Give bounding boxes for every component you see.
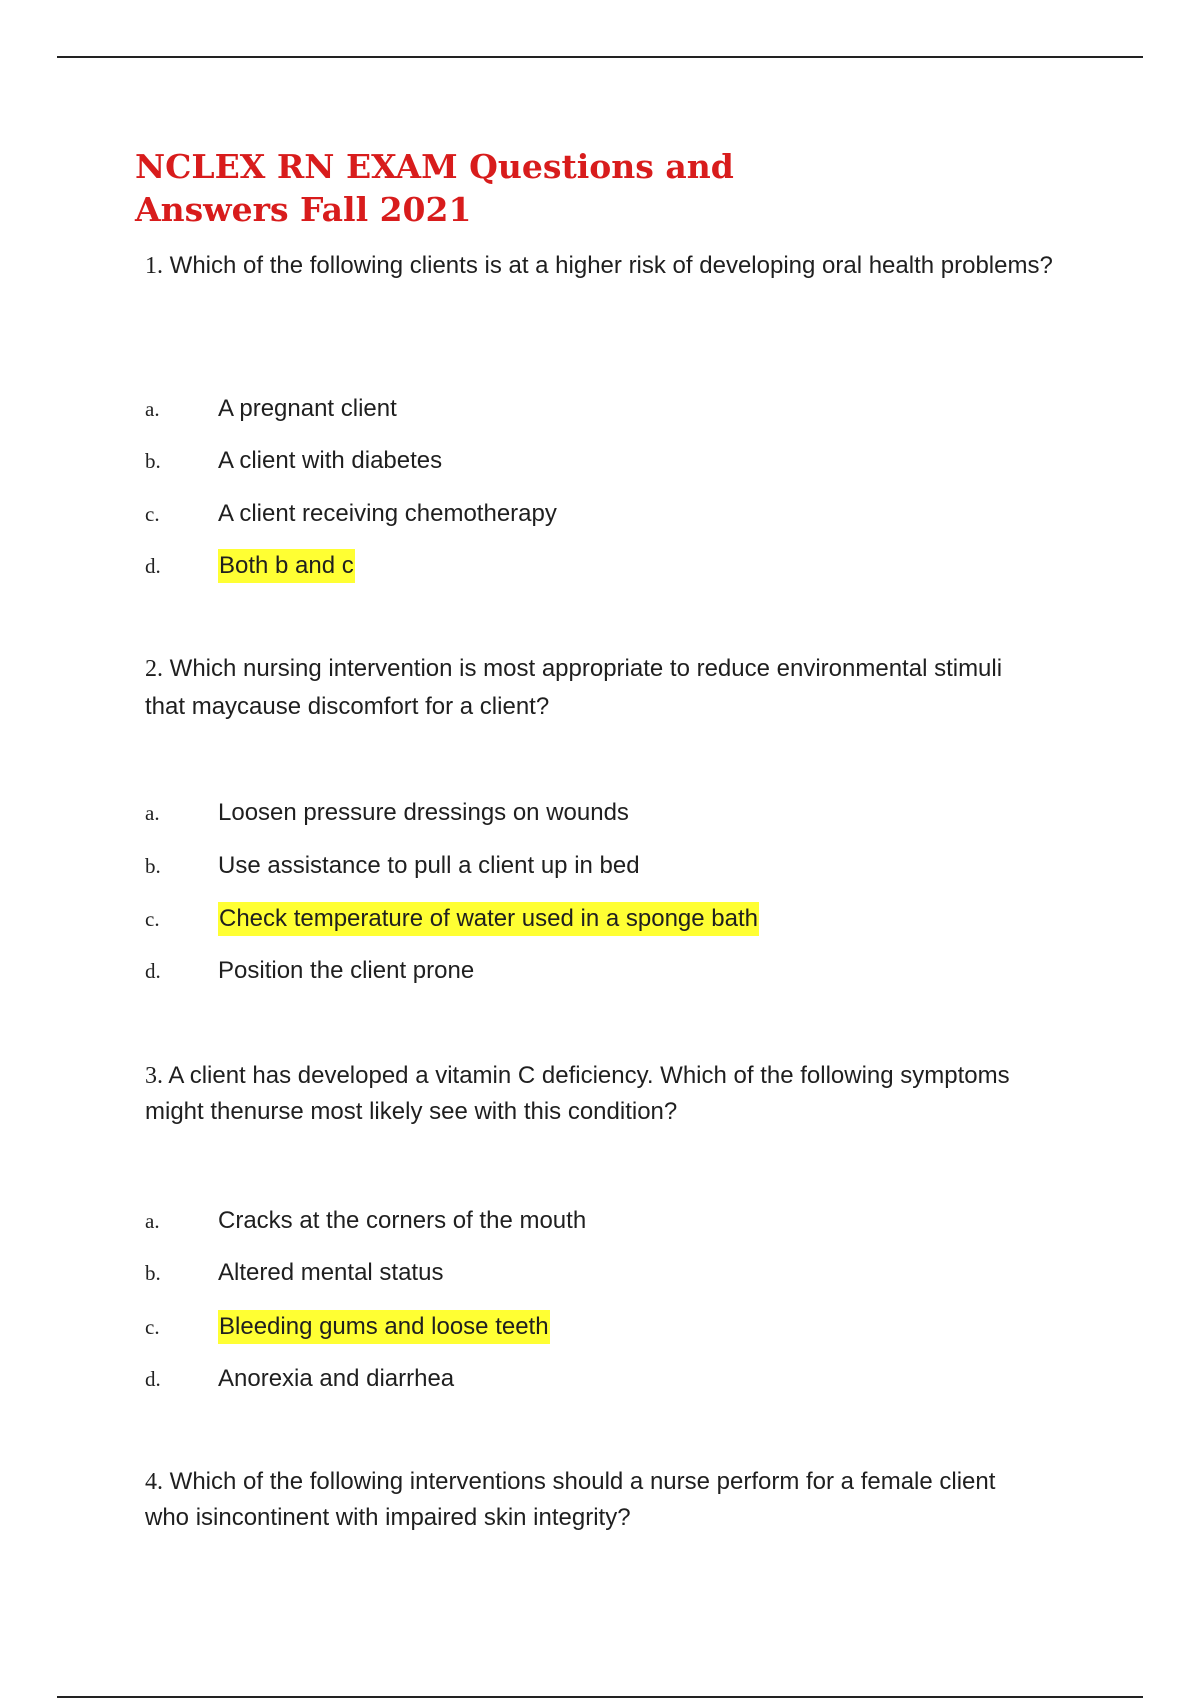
option-text: A client with diabetes <box>218 447 443 474</box>
option-letter: c. <box>145 907 160 931</box>
option-letter: b. <box>145 1261 161 1285</box>
question-number: 2. <box>145 656 163 682</box>
option-text-highlighted: Both b and c <box>218 549 355 583</box>
option-text: Loosen pressure dressings on wounds <box>218 799 629 826</box>
option-text: Cracks at the corners of the mouth <box>218 1207 587 1234</box>
option-text: Position the client prone <box>218 957 475 984</box>
option-letter: a. <box>145 397 160 421</box>
option-text: A pregnant client <box>218 395 397 422</box>
bottom-rule <box>57 1696 1143 1698</box>
option-letter: d. <box>145 959 161 983</box>
option-text: A client receiving chemotherapy <box>218 500 557 527</box>
option-text: Altered mental status <box>218 1259 444 1286</box>
top-rule <box>57 56 1143 58</box>
question-text: Which nursing intervention is most appropriate to reduce environmental stimuli that maycause discomfort for a client? <box>145 655 1003 720</box>
question-number: 4. <box>145 1469 163 1495</box>
title-line-2: Answers Fall 2021 <box>135 190 472 229</box>
option-letter: b. <box>145 854 161 878</box>
option-text: Use assistance to pull a client up in bed <box>218 852 640 879</box>
question-text: Which of the following interventions should a nurse perform for a female client who isincontinent with impaired skin integrity? <box>145 1468 996 1531</box>
option-letter: a. <box>145 1209 160 1233</box>
option-letter: b. <box>145 449 161 473</box>
question-text: A client has developed a vitamin C deficiency. Which of the following symptoms might thenurse most likely see with this condition? <box>145 1062 1010 1125</box>
question-1 <box>145 248 1069 284</box>
question-text: Which of the following clients is at a higher risk of developing oral health problems? <box>169 252 1053 279</box>
document-title <box>135 145 734 231</box>
question-4 <box>145 1464 1045 1536</box>
question-number: 1. <box>145 253 163 279</box>
title-line-1: NCLEX RN EXAM Questions and <box>135 147 734 186</box>
question-2 <box>145 650 1045 726</box>
question-number: 3. <box>145 1063 163 1089</box>
option-letter: d. <box>145 554 161 578</box>
option-letter: c. <box>145 1315 160 1339</box>
option-text-highlighted: Bleeding gums and loose teeth <box>218 1310 550 1344</box>
option-letter: c. <box>145 502 160 526</box>
option-text-highlighted: Check temperature of water used in a sponge bath <box>218 902 759 936</box>
option-letter: a. <box>145 801 160 825</box>
question-3 <box>145 1058 1045 1130</box>
option-text: Anorexia and diarrhea <box>218 1365 455 1392</box>
option-letter: d. <box>145 1367 161 1391</box>
